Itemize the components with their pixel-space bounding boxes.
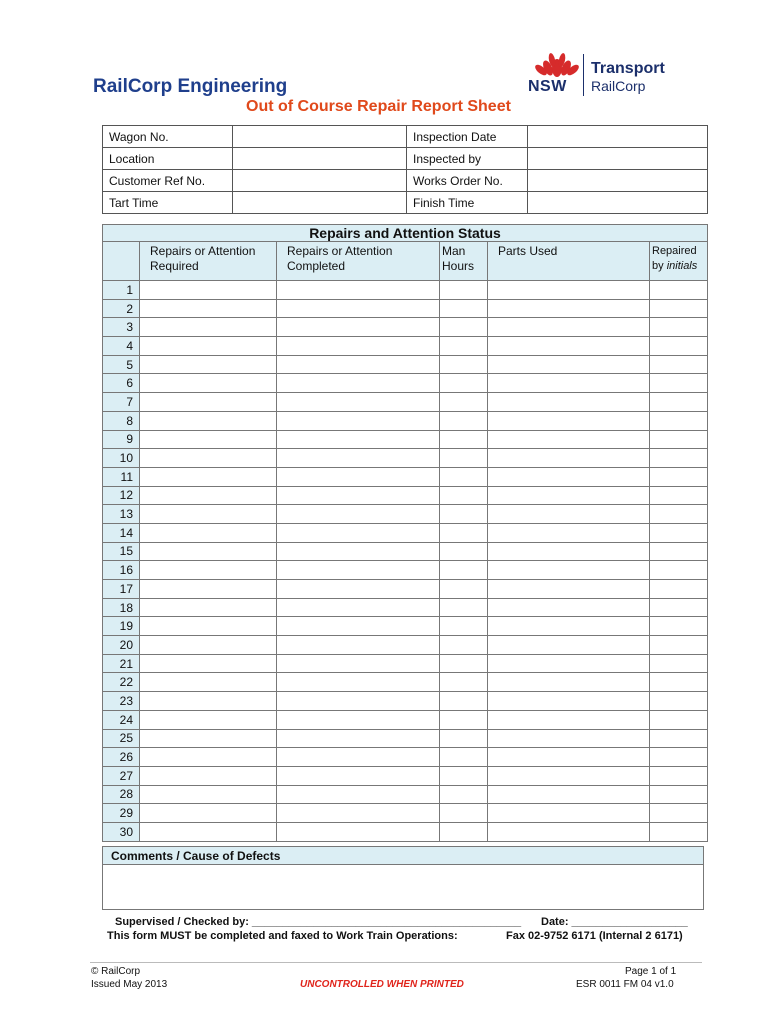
row-number: 23 <box>103 692 140 711</box>
table-row <box>103 542 708 561</box>
required-cell[interactable] <box>140 542 277 561</box>
parts-cell[interactable] <box>488 411 650 430</box>
logo-railcorp: RailCorp <box>591 78 646 94</box>
row-number: 16 <box>103 561 140 580</box>
customer-ref-field[interactable] <box>233 170 407 192</box>
inspected-by-label: Inspected by <box>407 148 528 170</box>
parts-cell[interactable] <box>488 299 650 318</box>
repaired-by-cell[interactable] <box>650 542 708 561</box>
row-number: 30 <box>103 822 140 841</box>
required-cell[interactable] <box>140 374 277 393</box>
col-header-parts: Parts Used <box>488 242 650 281</box>
col-header-required: Repairs or Attention Required <box>140 242 277 281</box>
inspection-date-field[interactable] <box>528 126 708 148</box>
required-cell[interactable] <box>140 449 277 468</box>
hours-cell[interactable] <box>440 355 488 374</box>
parts-cell[interactable] <box>488 337 650 356</box>
parts-cell[interactable] <box>488 598 650 617</box>
row-number: 15 <box>103 542 140 561</box>
required-cell[interactable] <box>140 411 277 430</box>
repaired-by-label-2: by <box>652 260 664 272</box>
page-title: RailCorp Engineering <box>93 76 288 97</box>
completed-cell[interactable] <box>277 542 440 561</box>
hours-cell[interactable] <box>440 766 488 785</box>
table-row <box>103 393 708 412</box>
repaired-by-cell[interactable] <box>650 580 708 599</box>
table-row <box>103 822 708 841</box>
table-row <box>103 467 708 486</box>
required-cell[interactable] <box>140 561 277 580</box>
table-row <box>103 281 708 300</box>
parts-cell[interactable] <box>488 785 650 804</box>
waratah-icon <box>534 50 580 78</box>
repaired-by-cell[interactable] <box>650 785 708 804</box>
table-row <box>103 673 708 692</box>
table-row <box>103 598 708 617</box>
required-cell[interactable] <box>140 766 277 785</box>
footer-issued: Issued May 2013 <box>91 979 168 990</box>
required-cell[interactable] <box>140 505 277 524</box>
completed-cell[interactable] <box>277 598 440 617</box>
required-cell[interactable] <box>140 673 277 692</box>
repaired-by-cell[interactable] <box>650 355 708 374</box>
repaired-by-cell[interactable] <box>650 523 708 542</box>
completed-cell[interactable] <box>277 505 440 524</box>
hours-cell[interactable] <box>440 580 488 599</box>
required-cell[interactable] <box>140 393 277 412</box>
repaired-by-cell[interactable] <box>650 374 708 393</box>
hours-cell[interactable] <box>440 523 488 542</box>
completed-cell[interactable] <box>277 617 440 636</box>
hours-cell[interactable] <box>440 561 488 580</box>
location-label: Location <box>103 148 233 170</box>
completed-cell[interactable] <box>277 729 440 748</box>
comments-table <box>102 846 704 910</box>
repaired-by-cell[interactable] <box>650 748 708 767</box>
start-time-label: Tart Time <box>103 192 233 214</box>
row-number: 21 <box>103 654 140 673</box>
parts-cell[interactable] <box>488 430 650 449</box>
required-cell[interactable] <box>140 804 277 823</box>
hours-cell[interactable] <box>440 337 488 356</box>
table-row <box>103 617 708 636</box>
table-row <box>103 449 708 468</box>
hours-cell[interactable] <box>440 654 488 673</box>
required-cell[interactable] <box>140 486 277 505</box>
completed-cell[interactable] <box>277 785 440 804</box>
row-number: 17 <box>103 580 140 599</box>
hours-cell[interactable] <box>440 449 488 468</box>
inspected-by-field[interactable] <box>528 148 708 170</box>
required-cell[interactable] <box>140 598 277 617</box>
hours-cell[interactable] <box>440 393 488 412</box>
comments-label: Comments / Cause of Defects <box>103 847 704 865</box>
completed-cell[interactable] <box>277 804 440 823</box>
repaired-by-label-3: initials <box>666 260 698 272</box>
repaired-by-cell[interactable] <box>650 393 708 412</box>
repaired-by-cell[interactable] <box>650 766 708 785</box>
required-cell[interactable] <box>140 299 277 318</box>
required-cell[interactable] <box>140 318 277 337</box>
parts-cell[interactable] <box>488 654 650 673</box>
hours-cell[interactable] <box>440 318 488 337</box>
row-number: 6 <box>103 374 140 393</box>
row-number: 18 <box>103 598 140 617</box>
footer-divider <box>90 962 702 963</box>
logo-divider <box>583 54 584 96</box>
row-number: 29 <box>103 804 140 823</box>
required-cell[interactable] <box>140 355 277 374</box>
completed-cell[interactable] <box>277 374 440 393</box>
row-number: 24 <box>103 710 140 729</box>
repaired-by-cell[interactable] <box>650 804 708 823</box>
repaired-by-cell[interactable] <box>650 411 708 430</box>
nsw-transport-logo <box>526 50 686 100</box>
footer-page-number: Page 1 of 1 <box>625 966 677 977</box>
parts-cell[interactable] <box>488 486 650 505</box>
finish-time-label: Finish Time <box>407 192 528 214</box>
hours-cell[interactable] <box>440 374 488 393</box>
repaired-by-cell[interactable] <box>650 281 708 300</box>
logo-transport: Transport <box>591 60 665 77</box>
required-cell[interactable] <box>140 430 277 449</box>
repaired-by-cell[interactable] <box>650 299 708 318</box>
table-row <box>103 430 708 449</box>
comments-field[interactable] <box>103 865 704 910</box>
table-row <box>103 299 708 318</box>
parts-cell[interactable] <box>488 523 650 542</box>
row-number: 13 <box>103 505 140 524</box>
hours-cell[interactable] <box>440 729 488 748</box>
table-row <box>103 692 708 711</box>
repaired-by-cell[interactable] <box>650 822 708 841</box>
completed-cell[interactable] <box>277 486 440 505</box>
table-row <box>103 710 708 729</box>
completed-cell[interactable] <box>277 748 440 767</box>
row-number: 2 <box>103 299 140 318</box>
required-cell[interactable] <box>140 337 277 356</box>
location-field[interactable] <box>233 148 407 170</box>
form-title: Out of Course Repair Report Sheet <box>246 98 511 115</box>
required-cell[interactable] <box>140 580 277 599</box>
table-row <box>103 355 708 374</box>
repaired-by-cell[interactable] <box>650 636 708 655</box>
date-line[interactable]: Date: ___________________ <box>541 916 688 928</box>
parts-cell[interactable] <box>488 393 650 412</box>
completed-cell[interactable] <box>277 318 440 337</box>
table-row <box>103 561 708 580</box>
parts-cell[interactable] <box>488 580 650 599</box>
info-row-customer <box>103 170 708 192</box>
row-number: 22 <box>103 673 140 692</box>
completed-cell[interactable] <box>277 636 440 655</box>
hours-cell[interactable] <box>440 617 488 636</box>
row-number: 28 <box>103 785 140 804</box>
footer-doc-id: ESR 0011 FM 04 v1.0 <box>576 979 674 990</box>
required-cell[interactable] <box>140 654 277 673</box>
parts-cell[interactable] <box>488 318 650 337</box>
completed-cell[interactable] <box>277 355 440 374</box>
parts-cell[interactable] <box>488 729 650 748</box>
parts-cell[interactable] <box>488 355 650 374</box>
required-cell[interactable] <box>140 523 277 542</box>
repaired-by-cell[interactable] <box>650 337 708 356</box>
repaired-by-cell[interactable] <box>650 617 708 636</box>
parts-cell[interactable] <box>488 804 650 823</box>
row-number: 26 <box>103 748 140 767</box>
completed-cell[interactable] <box>277 411 440 430</box>
row-number: 20 <box>103 636 140 655</box>
hours-cell[interactable] <box>440 598 488 617</box>
hours-cell[interactable] <box>440 748 488 767</box>
info-row-location <box>103 148 708 170</box>
repaired-by-cell[interactable] <box>650 710 708 729</box>
fax-number: Fax 02-9752 6171 (Internal 2 6171) <box>506 930 683 942</box>
hours-cell[interactable] <box>440 486 488 505</box>
hours-cell[interactable] <box>440 804 488 823</box>
repaired-by-label-1: Repaired <box>652 245 697 257</box>
hours-cell[interactable] <box>440 822 488 841</box>
repairs-table <box>102 224 708 842</box>
repaired-by-cell[interactable] <box>650 673 708 692</box>
hours-cell[interactable] <box>440 430 488 449</box>
table-row <box>103 748 708 767</box>
table-row <box>103 766 708 785</box>
row-number: 14 <box>103 523 140 542</box>
hours-cell[interactable] <box>440 467 488 486</box>
parts-cell[interactable] <box>488 766 650 785</box>
wagon-no-field[interactable] <box>233 126 407 148</box>
repaired-by-cell[interactable] <box>650 449 708 468</box>
row-number: 10 <box>103 449 140 468</box>
row-number: 3 <box>103 318 140 337</box>
completed-cell[interactable] <box>277 822 440 841</box>
table-row <box>103 318 708 337</box>
supervised-by-line[interactable]: Supervised / Checked by: ____________________________________________ <box>115 916 522 928</box>
required-cell[interactable] <box>140 748 277 767</box>
job-info-table <box>102 125 708 214</box>
works-order-field[interactable] <box>528 170 708 192</box>
row-number: 5 <box>103 355 140 374</box>
parts-cell[interactable] <box>488 673 650 692</box>
works-order-label: Works Order No. <box>407 170 528 192</box>
repaired-by-cell[interactable] <box>650 486 708 505</box>
required-cell[interactable] <box>140 467 277 486</box>
repaired-by-cell[interactable] <box>650 318 708 337</box>
wagon-no-label: Wagon No. <box>103 126 233 148</box>
repaired-by-cell[interactable] <box>650 692 708 711</box>
logo-nsw: NSW <box>528 78 567 95</box>
parts-cell[interactable] <box>488 449 650 468</box>
parts-cell[interactable] <box>488 710 650 729</box>
row-number: 19 <box>103 617 140 636</box>
row-number: 11 <box>103 467 140 486</box>
hours-cell[interactable] <box>440 299 488 318</box>
required-cell[interactable] <box>140 617 277 636</box>
repaired-by-cell[interactable] <box>650 467 708 486</box>
col-header-hours: Man Hours <box>440 242 488 281</box>
parts-cell[interactable] <box>488 636 650 655</box>
completed-cell[interactable] <box>277 430 440 449</box>
customer-ref-label: Customer Ref No. <box>103 170 233 192</box>
completed-cell[interactable] <box>277 561 440 580</box>
table-row <box>103 636 708 655</box>
repaired-by-cell[interactable] <box>650 561 708 580</box>
required-cell[interactable] <box>140 729 277 748</box>
repaired-by-cell[interactable] <box>650 430 708 449</box>
hours-cell[interactable] <box>440 505 488 524</box>
repaired-by-cell[interactable] <box>650 598 708 617</box>
repaired-by-cell[interactable] <box>650 729 708 748</box>
table-row <box>103 523 708 542</box>
table-row <box>103 411 708 430</box>
table-row <box>103 337 708 356</box>
completed-cell[interactable] <box>277 766 440 785</box>
completed-cell[interactable] <box>277 710 440 729</box>
finish-time-field[interactable] <box>528 192 708 214</box>
completed-cell[interactable] <box>277 580 440 599</box>
completed-cell[interactable] <box>277 673 440 692</box>
completed-cell[interactable] <box>277 523 440 542</box>
table-row <box>103 580 708 599</box>
repairs-table-title: Repairs and Attention Status <box>103 225 708 242</box>
hours-cell[interactable] <box>440 710 488 729</box>
info-row-wagon <box>103 126 708 148</box>
row-number: 7 <box>103 393 140 412</box>
hours-cell[interactable] <box>440 785 488 804</box>
table-row <box>103 654 708 673</box>
parts-cell[interactable] <box>488 561 650 580</box>
start-time-field[interactable] <box>233 192 407 214</box>
table-row <box>103 505 708 524</box>
row-number: 12 <box>103 486 140 505</box>
hours-cell[interactable] <box>440 281 488 300</box>
hours-cell[interactable] <box>440 692 488 711</box>
fax-instruction: This form MUST be completed and faxed to Work Train Operations: <box>107 930 458 942</box>
parts-cell[interactable] <box>488 542 650 561</box>
required-cell[interactable] <box>140 822 277 841</box>
parts-cell[interactable] <box>488 748 650 767</box>
parts-cell[interactable] <box>488 617 650 636</box>
col-header-completed: Repairs or Attention Completed <box>277 242 440 281</box>
row-number-header <box>103 242 140 281</box>
completed-cell[interactable] <box>277 654 440 673</box>
completed-cell[interactable] <box>277 281 440 300</box>
hours-cell[interactable] <box>440 411 488 430</box>
info-row-time <box>103 192 708 214</box>
footer-copyright: © RailCorp <box>91 966 141 977</box>
table-row <box>103 785 708 804</box>
parts-cell[interactable] <box>488 692 650 711</box>
inspection-date-label: Inspection Date <box>407 126 528 148</box>
table-row <box>103 804 708 823</box>
hours-cell[interactable] <box>440 636 488 655</box>
completed-cell[interactable] <box>277 449 440 468</box>
row-number: 25 <box>103 729 140 748</box>
row-number: 8 <box>103 411 140 430</box>
completed-cell[interactable] <box>277 299 440 318</box>
completed-cell[interactable] <box>277 337 440 356</box>
row-number: 27 <box>103 766 140 785</box>
parts-cell[interactable] <box>488 374 650 393</box>
hours-cell[interactable] <box>440 542 488 561</box>
required-cell[interactable] <box>140 692 277 711</box>
repaired-by-cell[interactable] <box>650 505 708 524</box>
required-cell[interactable] <box>140 636 277 655</box>
repaired-by-cell[interactable] <box>650 654 708 673</box>
parts-cell[interactable] <box>488 467 650 486</box>
row-number: 4 <box>103 337 140 356</box>
hours-cell[interactable] <box>440 673 488 692</box>
table-row <box>103 374 708 393</box>
table-row <box>103 486 708 505</box>
required-cell[interactable] <box>140 785 277 804</box>
table-row <box>103 729 708 748</box>
required-cell[interactable] <box>140 281 277 300</box>
completed-cell[interactable] <box>277 467 440 486</box>
uncontrolled-warning: UNCONTROLLED WHEN PRINTED <box>300 979 464 990</box>
required-cell[interactable] <box>140 710 277 729</box>
row-number: 1 <box>103 281 140 300</box>
col-header-repaired-by <box>650 242 708 281</box>
row-number: 9 <box>103 430 140 449</box>
parts-cell[interactable] <box>488 281 650 300</box>
completed-cell[interactable] <box>277 393 440 412</box>
parts-cell[interactable] <box>488 505 650 524</box>
parts-cell[interactable] <box>488 822 650 841</box>
completed-cell[interactable] <box>277 692 440 711</box>
